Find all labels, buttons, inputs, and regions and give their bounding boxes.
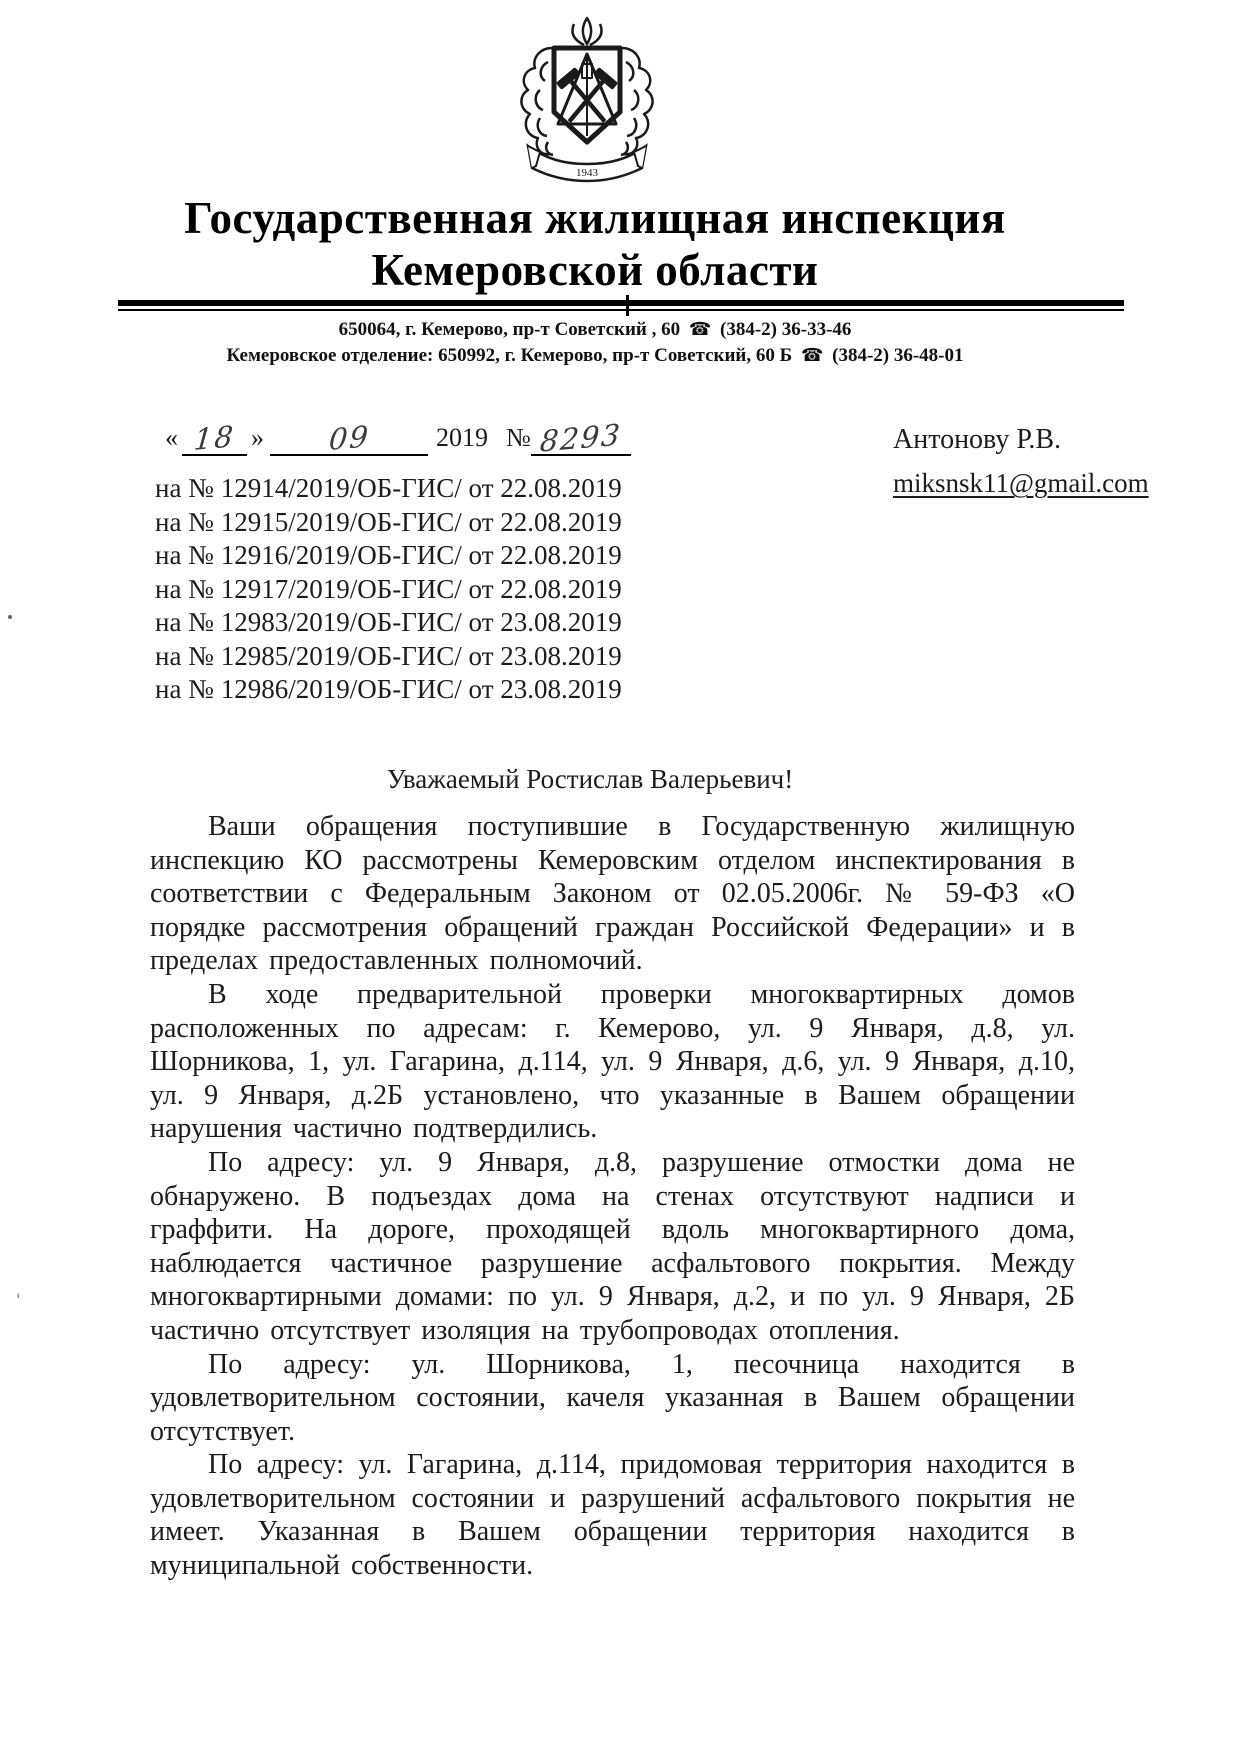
coat-of-arms xyxy=(512,14,662,184)
reference-line: на № 12983/2019/ОБ-ГИС/ от 23.08.2019 xyxy=(155,607,622,637)
org-title xyxy=(20,192,1170,296)
reference-line: на № 12916/2019/ОБ-ГИС/ от 22.08.2019 xyxy=(155,540,622,570)
phone-icon: ☎ xyxy=(800,345,824,366)
emblem-banner-year: 1943 xyxy=(576,167,598,179)
phone-icon: ☎ xyxy=(688,319,712,340)
recipient-name: Антонову Р.В. xyxy=(893,424,1062,455)
salutation: Уважаемый Ростислав Валерьевич! xyxy=(386,764,794,794)
coat-of-arms-graphic xyxy=(512,14,662,184)
reference-list xyxy=(155,472,622,707)
header-divider xyxy=(118,300,1124,311)
org-address-branch xyxy=(20,343,1170,369)
scan-fold-mark xyxy=(626,295,629,316)
divider-thin-line xyxy=(118,309,1124,311)
address-main-phone: (384-2) 36-33-46 xyxy=(720,319,852,340)
date-and-number-line xyxy=(155,417,725,459)
handwritten-day: 18 xyxy=(192,419,237,457)
handwritten-number: 8293 xyxy=(538,417,624,459)
address-branch-text: Кемеровское отделение: 650992, г. Кемерово, пр-т Советский, 60 Б xyxy=(226,345,793,366)
date-day-field xyxy=(182,420,247,456)
letter-body xyxy=(150,810,1075,1583)
org-name-line1: Государственная жилищная инспекция xyxy=(184,193,1006,243)
org-contacts xyxy=(20,317,1170,369)
body-paragraph: В ходе предварительной проверки многоквартирных домов расположенных по адресам: г. Кемерово, ул. 9 Января, д.8, ул. Шорникова, 1, ул. Гагарина, д.114, ул. 9 Января, д.6, ул. 9 Января, д.10, ул. 9 Января, д.2Б установлено, что указанные в Вашем обращении нарушения частично подтвердились. xyxy=(150,978,1075,1145)
recipient-email: miksnsk11@gmail.com xyxy=(893,468,1149,498)
reference-line: на № 12914/2019/ОБ-ГИС/ от 22.08.2019 xyxy=(155,473,622,503)
number-label: № xyxy=(506,423,531,452)
reference-line: на № 12986/2019/ОБ-ГИС/ от 23.08.2019 xyxy=(155,674,622,704)
date-month-field xyxy=(270,420,428,456)
org-name-line2: Кемеровской области xyxy=(371,245,819,295)
reference-line: на № 12915/2019/ОБ-ГИС/ от 22.08.2019 xyxy=(155,506,622,537)
divider-thick-line xyxy=(118,300,1124,306)
org-address-main xyxy=(20,317,1170,343)
scan-artifact-dot xyxy=(8,615,12,619)
body-paragraph: По адресу: ул. Шорникова, 1, песочница находится в удовлетворительном состоянии, качеля указанная в Вашем обращении отсутствует. xyxy=(150,1348,1075,1447)
address-branch-phone: (384-2) 36-48-01 xyxy=(832,345,964,366)
scan-artifact-mark: ' xyxy=(16,1290,21,1309)
body-paragraph: По адресу: ул. 9 Января, д.8, разрушение отмостки дома не обнаружено. В подъездах дома на стенах отсутствуют надписи и граффити. На дороге, проходящей вдоль многоквартирного дома, наблюдается частичное разрушение асфальтового покрытия. Между многоквартирными домами: по ул. 9 Января, д.2, и по ул. 9 Января, 2Б частично отсутствует изоляция на трубопроводах отопления. xyxy=(150,1146,1075,1346)
reference-line: на № 12985/2019/ОБ-ГИС/ от 23.08.2019 xyxy=(155,640,622,671)
body-paragraph: Ваши обращения поступившие в Государственную жилищную инспекцию КО рассмотрены Кемеровским отделом инспектирования в соответствии с Федеральным Законом от 02.05.2006г. № 59-ФЗ «О порядке рассмотрения обращений граждан Российской Федерации» и в пределах предоставленных полномочий. xyxy=(150,811,1075,977)
outgoing-number-field xyxy=(531,417,631,459)
address-main-text: 650064, г. Кемерово, пр-т Советский , 60 xyxy=(338,319,681,340)
handwritten-month: 09 xyxy=(327,419,371,457)
body-paragraph: По адресу: ул. Гагарина, д.114, придомовая территория находится в удовлетворительном состоянии и разрушений асфальтового покрытия не имеет. Указанная в Вашем обращении территория находится в муниципальной собственности. xyxy=(150,1449,1075,1582)
date-year: 2019 xyxy=(436,423,488,452)
open-quote: « xyxy=(165,423,178,452)
close-quote: » xyxy=(251,423,264,452)
reference-line: на № 12917/2019/ОБ-ГИС/ от 22.08.2019 xyxy=(155,573,622,604)
